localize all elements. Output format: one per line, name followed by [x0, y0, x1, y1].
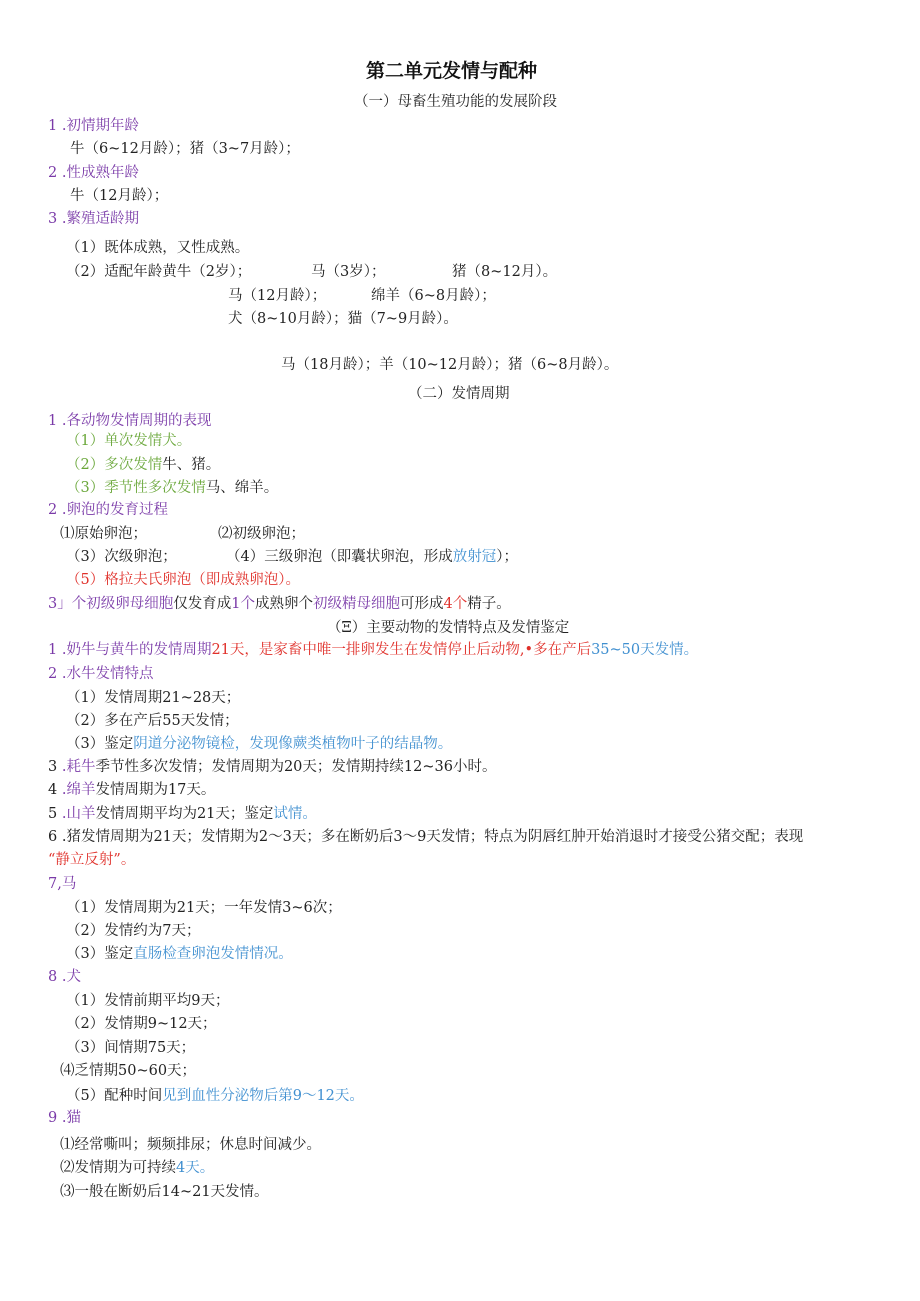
item-label: .水牛发情特点 — [61, 666, 154, 682]
s3-item-2-line-c — [66, 734, 452, 754]
page-title: 第二单元发情与配种 — [366, 60, 538, 82]
plain-text: ）； — [496, 549, 518, 565]
s3-item-9-line-c: ⑶一般在断奶后14~21天发情。 — [60, 1184, 269, 1200]
plain-text: （5）配种时间 — [66, 1088, 163, 1104]
s3-item-7-line-b: （2）发情约为7天； — [66, 923, 201, 939]
item-label: .山羊 — [61, 806, 96, 822]
item-number: 2 — [48, 165, 58, 181]
s2-item-1-line-c — [66, 478, 278, 498]
item-number: 1 — [48, 118, 58, 134]
s1-item-1-text: 牛（6~12月龄）；猪（3~7月龄）； — [70, 141, 300, 157]
colored-text: 4天。 — [176, 1160, 215, 1176]
item-label: .猫 — [61, 1110, 81, 1126]
plain-text: ⑵发情期为可持续 — [60, 1160, 176, 1176]
s1-item-3-line-d: 犬（8~10月龄）；猫（7~9月龄）。 — [228, 311, 458, 327]
s3-item-5-line — [48, 804, 317, 824]
s3-item-8-heading — [48, 967, 81, 987]
s3-item-8-line-c: （3）间情期75天； — [66, 1040, 196, 1056]
colored-text: 1个 — [231, 596, 255, 612]
item-label: .繁殖适龄期 — [61, 211, 139, 227]
plain-text: 发情周期为17天。 — [95, 782, 216, 798]
plain-text: .猪发情周期为21天；发情期为2～3天；多在断奶后3～9天发情；特点为阴唇红肿开始消退时才接受公猪交配；表现 — [61, 829, 804, 845]
s3-item-7-line-a: （1）发情周期为21天；一年发情3~6次； — [66, 900, 342, 916]
section-1-heading: （一）母畜生殖功能的发展阶段 — [354, 94, 557, 110]
s3-item-9-line-a: ⑴经常嘶叫；频频排尿；休息时间减少。 — [60, 1137, 321, 1153]
s3-item-9-heading — [48, 1108, 81, 1128]
s3-item-7-line-c — [66, 944, 293, 964]
plain-text: 精子。 — [467, 596, 511, 612]
colored-text: 初级卵母细胞 — [86, 596, 174, 612]
s1-item-3-line-b3: 猪（8~12月）。 — [452, 264, 558, 280]
s3-item-6-line-2: “静立反射”。 — [48, 852, 136, 868]
s3-item-2-heading — [48, 664, 153, 684]
plain-text: 发情周期平均为21天；鉴定 — [95, 806, 274, 822]
s1-item-3-line-e: 马（18月龄）；羊（10~12月龄）；猪（6~8月龄）。 — [281, 357, 619, 373]
item-label: .卵泡的发育过程 — [61, 502, 168, 518]
s3-item-8-line-a: （1）发情前期平均9天； — [66, 993, 230, 1009]
plain-text: 可形成 — [399, 596, 444, 612]
colored-text: 放射冠 — [452, 549, 497, 565]
s2-item-2-line-b1: （3）次级卵泡； — [66, 549, 177, 565]
s2-item-2-heading — [48, 500, 168, 520]
plain-text: 牛、猪。 — [162, 457, 221, 473]
colored-text: 35~50天发情。 — [591, 642, 699, 658]
colored-text: 阴道分泌物镜检，发现像蕨类植物叶子的结晶物。 — [133, 736, 453, 752]
s1-item-1-heading — [48, 116, 139, 136]
plain-text: （3）鉴定 — [66, 946, 134, 962]
section-2-heading: （二）发情周期 — [408, 386, 510, 402]
s1-item-3-line-c2: 绵羊（6~8月龄）； — [371, 288, 496, 304]
s2-item-3-line — [48, 594, 511, 614]
s2-item-1-line-b — [66, 455, 220, 475]
s2-item-2-line-a1: ⑴原始卵泡； — [60, 526, 147, 542]
s1-item-2-text: 牛（12月龄）； — [70, 188, 169, 204]
colored-text: （3）季节性多次发情 — [66, 480, 206, 496]
item-label: .犬 — [61, 969, 81, 985]
s2-item-1-line-a: （1）单次发情犬。 — [66, 433, 192, 449]
item-number: 2 — [48, 502, 58, 518]
s1-item-3-line-c1: 马（12月龄）； — [228, 288, 327, 304]
plain-text: 仅发育成 — [173, 596, 232, 612]
s3-item-1-line — [48, 640, 698, 660]
item-label: .初情期年龄 — [61, 118, 139, 134]
item-label: .耗牛 — [61, 759, 96, 775]
item-number: 6 — [48, 829, 58, 845]
s3-item-6-line — [48, 827, 803, 847]
item-label: .性成熟年龄 — [61, 165, 139, 181]
s3-item-8-line-e — [66, 1086, 364, 1106]
plain-text: （4）三级卵泡（即囊状卵泡，形成 — [226, 549, 453, 565]
colored-text: ，是家畜中唯一排卵发生在发情停止后动物,•多在产后 — [244, 642, 592, 658]
item-number: 8 — [48, 969, 58, 985]
plain-text: 马、绵羊。 — [205, 480, 279, 496]
colored-text: 直肠检查卵泡发情情况。 — [133, 946, 293, 962]
item-number: 1 — [48, 413, 58, 429]
s2-item-1-heading — [48, 411, 211, 431]
colored-text: 初级精母细胞 — [312, 596, 400, 612]
item-label: .奶牛与黄牛的发情周期 — [61, 642, 212, 658]
s3-item-8-line-b: （2）发情期9~12天； — [66, 1016, 217, 1032]
item-number: 5 — [48, 806, 58, 822]
item-number: 4 — [48, 782, 58, 798]
s1-item-3-line-b1: （2）适配年龄黄牛（2岁）； — [66, 264, 252, 280]
item-number: 1 — [48, 642, 58, 658]
colored-text: 21天 — [211, 642, 245, 658]
s3-item-9-line-b — [60, 1158, 214, 1178]
s3-item-7-heading: 7,马 — [48, 876, 77, 892]
item-number: 3」个 — [48, 596, 87, 612]
s3-item-2-line-b: （2）多在产后55天发情； — [66, 713, 239, 729]
item-number: 2 — [48, 666, 58, 682]
s3-item-2-line-a: （1）发情周期21~28天； — [66, 690, 241, 706]
s2-item-2-line-a2: ⑵初级卵泡； — [218, 526, 305, 542]
s2-item-2-line-b2 — [226, 547, 518, 567]
plain-text: 成熟卵个 — [254, 596, 313, 612]
s3-item-8-line-d: ⑷乏情期50~60天； — [60, 1063, 197, 1079]
s1-item-3-heading — [48, 209, 139, 229]
colored-text: （2）多次发情 — [66, 457, 163, 473]
s1-item-3-line-a: （1）既体成熟，又性成熟。 — [66, 240, 250, 256]
s3-item-4-line — [48, 780, 215, 800]
plain-text: 季节性多次发情；发情周期为20天；发情期持续12~36小时。 — [95, 759, 497, 775]
colored-text: 4个 — [443, 596, 468, 612]
colored-text: 试情。 — [273, 806, 317, 822]
s1-item-3-line-b2: 马（3岁）； — [311, 264, 386, 280]
plain-text: （3）鉴定 — [66, 736, 134, 752]
item-number: 9 — [48, 1110, 58, 1126]
s1-item-2-heading — [48, 163, 139, 183]
item-label: .绵羊 — [61, 782, 96, 798]
item-number: 3 — [48, 211, 58, 227]
colored-text: 见到血性分泌物后第9～12天。 — [162, 1088, 364, 1104]
item-number: 3 — [48, 759, 58, 775]
item-label: .各动物发情周期的表现 — [61, 413, 212, 429]
section-3-heading: （Ξ）主要动物的发情特点及发情鉴定 — [327, 620, 570, 636]
s2-item-2-line-c: （5）格拉夫氏卵泡（即成熟卵泡）。 — [66, 572, 300, 588]
s3-item-3-line — [48, 757, 496, 777]
